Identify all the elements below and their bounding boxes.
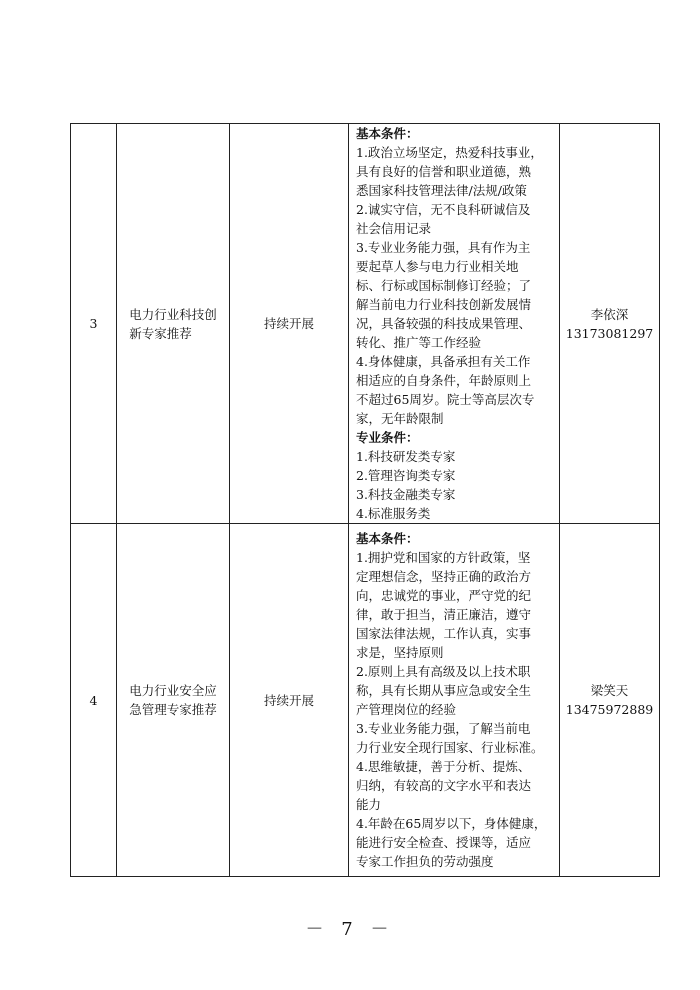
contact-phone: 13173081297: [565, 325, 654, 341]
table-row: [71, 524, 660, 877]
requirement-line: 4.思维敏捷，善于分析、提炼、: [356, 759, 531, 774]
requirement-line: 称，具有长期从事应急或安全生: [356, 683, 532, 698]
requirement-line: 2.原则上具有高级及以上技术职: [356, 664, 531, 679]
period-cell: 持续开展: [230, 524, 349, 877]
requirement-line: 社会信用记录: [356, 221, 432, 236]
requirement-line: 具有良好的信誉和职业道德，熟: [356, 164, 532, 179]
requirement-line: 产管理岗位的经验: [356, 702, 457, 717]
requirement-line: 能进行安全检查、授课等，适应: [356, 835, 532, 850]
requirement-line: 家，无年龄限制: [356, 411, 444, 426]
requirement-line: 归纳，有较高的文字水平和表达: [356, 778, 532, 793]
requirement-line: 1.科技研发类专家: [356, 449, 456, 464]
item-name-cell: [117, 524, 230, 877]
requirement-line: 力行业安全现行国家、行业标准。: [356, 740, 544, 755]
contact-cell: [560, 524, 660, 877]
requirement-line: 向，忠诚党的事业，严守党的纪: [356, 588, 532, 603]
requirement-line: 律，敢于担当，清正廉洁，遵守: [356, 607, 532, 622]
requirement-line: 解当前电力行业科技创新发展情: [356, 297, 532, 312]
table-row: [71, 124, 660, 524]
requirement-line: 不超过65周岁。院士等高层次专: [356, 392, 535, 407]
row-number: 3: [71, 124, 117, 524]
row-number: 4: [71, 524, 117, 877]
requirement-line: 4.年龄在65周岁以下，身体健康，: [356, 816, 547, 831]
requirements-cell: [349, 524, 560, 877]
requirement-line: 1.政治立场坚定，热爱科技事业，: [356, 145, 543, 160]
page-number: － 7 －: [305, 919, 395, 940]
requirement-line: 1.拥护党和国家的方针政策，坚: [356, 550, 531, 565]
contact-phone: 13475972889: [565, 702, 654, 717]
requirement-heading: 专业条件：: [356, 430, 419, 445]
requirement-line: 悉国家科技管理法律/法规/政策: [356, 183, 527, 198]
item-name: 电力行业科技创 新专家推荐: [129, 306, 217, 341]
requirement-line: 3.专业业务能力强，具有作为主: [356, 240, 531, 255]
requirement-line: 能力: [356, 797, 382, 812]
requirement-line: 国家法律法规，工作认真，实事: [356, 626, 532, 641]
contact-name: 李依深: [590, 306, 629, 322]
item-name-cell: [117, 124, 230, 524]
requirement-line: 定理想信念，坚持正确的政治方: [356, 569, 532, 584]
requirement-line: 专家工作担负的劳动强度: [356, 854, 494, 869]
requirement-line: 2.诚实守信，无不良科研诚信及: [356, 202, 531, 217]
requirement-line: 转化、推广等工作经验: [356, 335, 482, 350]
requirement-heading: 基本条件：: [356, 531, 419, 546]
item-name: 电力行业安全应 急管理专家推荐: [129, 683, 217, 717]
requirement-line: 标、行标或国标制修订经验；了: [356, 278, 532, 293]
requirements-cell: [349, 124, 560, 524]
period-cell: 持续开展: [230, 124, 349, 524]
requirement-line: 2.管理咨询类专家: [356, 468, 456, 483]
requirement-line: 况，具备较强的科技成果管理、: [356, 316, 532, 331]
contact-name: 梁笑天: [590, 683, 629, 698]
requirement-line: 4.标准服务类: [356, 506, 431, 521]
requirement-line: 3.科技金融类专家: [356, 487, 456, 502]
requirement-line: 4.身体健康，具备承担有关工作: [356, 354, 531, 369]
requirement-line: 相适应的自身条件，年龄原则上: [356, 373, 532, 388]
requirement-line: 要起草人参与电力行业相关地: [356, 259, 519, 274]
contact-cell: [560, 124, 660, 524]
requirement-line: 3.专业业务能力强，了解当前电: [356, 721, 531, 736]
requirement-line: 求是，坚持原则: [356, 645, 444, 660]
recommendation-table: [70, 123, 660, 877]
requirement-heading: 基本条件：: [356, 126, 419, 141]
